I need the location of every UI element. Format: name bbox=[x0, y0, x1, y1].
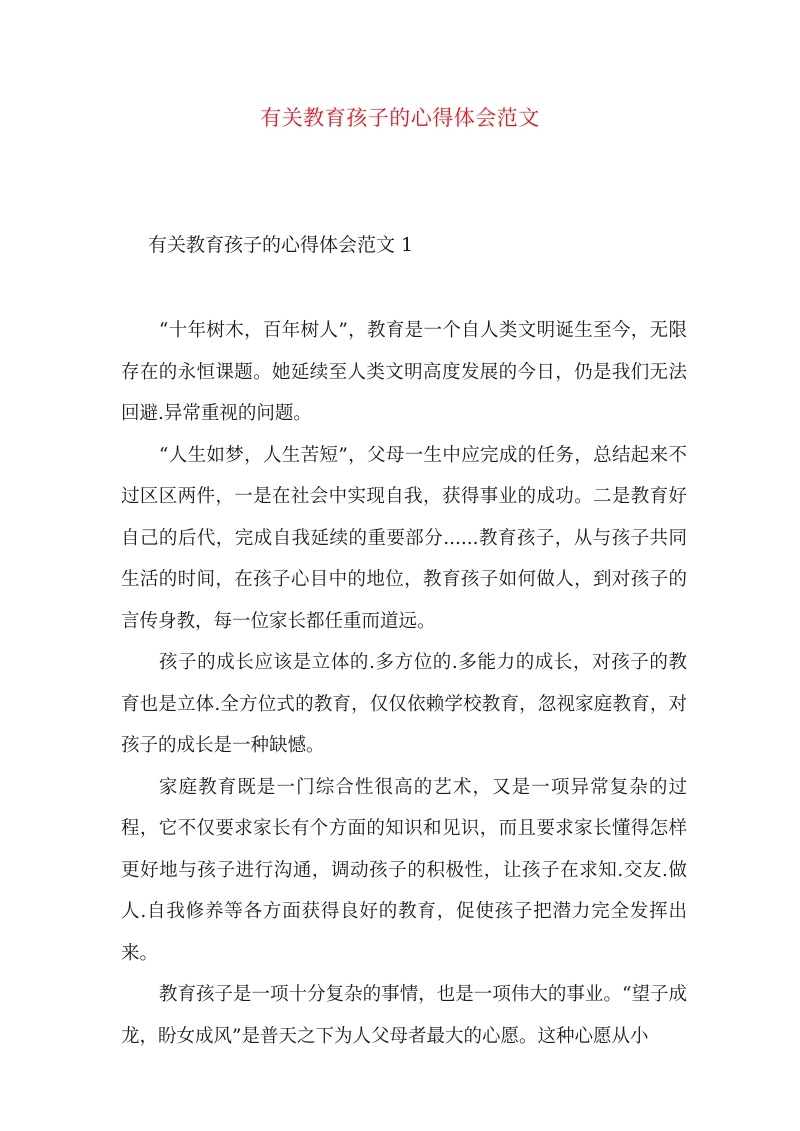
paragraph-5: 教育孩子是一项十分复杂的事情，也是一项伟大的事业。“望子成龙，盼女成风”是普天之下为人父母者最大的心愿。这种心愿从小 bbox=[121, 984, 687, 1047]
paragraph-2: “人生如梦，人生苦短”，父母一生中应完成的任务，总结起来不过区区两件，一是在社会中实现自我，获得事业的成功。二是教育好自己的后代，完成自我延续的重要部分......教育孩子，从与孩子共同生活的时间，在孩子心目中的地位，教育孩子如何做人，到对孩子的言传身教，每一位家长都任重而道远。 bbox=[121, 444, 687, 632]
paragraph-1: “十年树木，百年树人”，教育是一个自人类文明诞生至今，无限存在的永恒课题。她延续至人类文明高度发展的今日，仍是我们无法回避.异常重视的问题。 bbox=[121, 320, 687, 424]
section-heading: 有关教育孩子的心得体会范文 1 bbox=[148, 234, 414, 256]
paragraph-3: 孩子的成长应该是立体的.多方位的.多能力的成长，对孩子的教育也是立体.全方位式的教育，仅仅依赖学校教育，忽视家庭教育，对孩子的成长是一种缺憾。 bbox=[121, 652, 687, 756]
document-title: 有关教育孩子的心得体会范文 bbox=[260, 106, 540, 130]
paragraph-4: 家庭教育既是一门综合性很高的艺术，又是一项异常复杂的过程，它不仅要求家长有个方面的知识和见识，而且要求家长懂得怎样更好地与孩子进行沟通，调动孩子的积极性，让孩子在求知.交友.做人.自我修养等各方面获得良好的教育，促使孩子把潜力完全发挥出来。 bbox=[121, 776, 687, 964]
document-body bbox=[121, 310, 687, 1057]
